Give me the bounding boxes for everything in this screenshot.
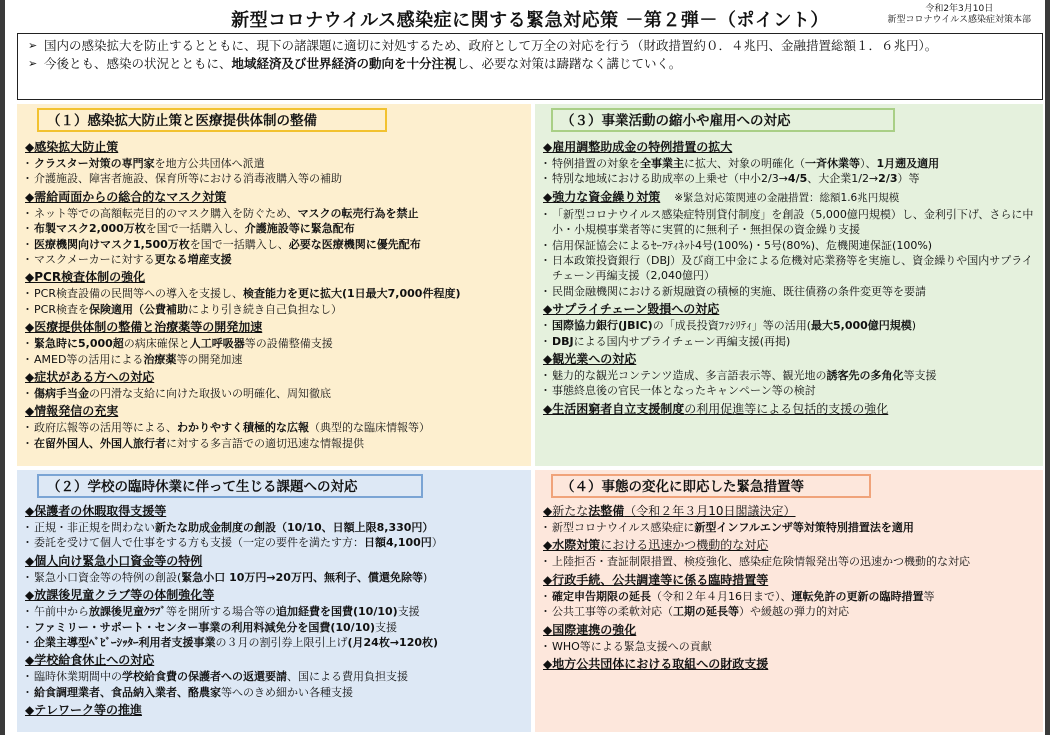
list-item <box>25 604 525 619</box>
section-heading-text: ◆PCR検査体制の強化 <box>25 270 146 285</box>
text: ）等 <box>897 172 920 186</box>
text: を地方公共団体へ派遣 <box>154 157 265 170</box>
section-note: ※緊急対応策関連の金融措置：総額1.6兆円規模 <box>674 191 900 204</box>
list-item: ・ 上陸拒否・査証制限措置、検疫強化、感染症危険情報発出等の迅速かつ機動的な対応 <box>543 554 1037 569</box>
text: に対する多言語での適切迅速な情報提供 <box>166 436 364 450</box>
panel-body <box>25 137 525 451</box>
section-heading <box>25 702 525 719</box>
bold-text: DBJ <box>552 334 574 348</box>
bold-text: 全事業主 <box>640 157 684 170</box>
list-item <box>25 221 525 236</box>
section-heading <box>25 269 525 286</box>
text: 等支援 <box>903 369 937 383</box>
section-heading <box>543 622 1037 639</box>
section-heading <box>543 301 1037 318</box>
section-heading-prefix: ◆新たな <box>543 504 589 518</box>
text: （令和２年４月16日まで）、 <box>651 589 792 603</box>
text: 委託を受けて個人で仕事をする方も支援（一定の要件を満たす方： <box>34 536 364 550</box>
section-heading-text: ◆放課後児童クラブ等の体制強化等 <box>25 588 215 603</box>
bold-text: 確定申告期限の延長 <box>552 589 651 603</box>
summary-line-2-pre: 今後とも、感染の状況とともに、 <box>44 56 232 71</box>
summary-line-2 <box>28 55 1032 73</box>
section-heading-text: ◆需給両面からの総合的なマスク対策 <box>25 189 227 204</box>
text: 午前中から <box>34 605 89 619</box>
section-heading-text: ◆学校給食休止への対応 <box>25 653 155 668</box>
bold-text: 工期の延長等 <box>673 605 739 619</box>
panel-body <box>543 501 1037 673</box>
bold-text: 傷病手当金 <box>34 387 89 401</box>
section-heading-text: ◆テレワーク等の推進 <box>25 703 142 718</box>
text: の「成長投資ﾌｧｼﾘﾃｨ」等の活用( <box>652 319 811 333</box>
list-item <box>25 685 525 700</box>
list-item <box>25 302 525 317</box>
section-heading-text: ◆行政手続、公共調達等に係る臨時措置等 <box>543 572 769 587</box>
section-heading-text: 法整備 <box>588 504 625 518</box>
text: により引き続き自己負担なし） <box>187 302 342 316</box>
section-heading <box>543 351 1037 368</box>
list-item <box>543 368 1037 383</box>
bold-text: わかりやすく積極的な広報 <box>177 421 309 435</box>
section-heading <box>25 369 525 386</box>
text: 等 <box>923 589 935 603</box>
list-item <box>543 604 1037 619</box>
list-item <box>25 570 525 585</box>
text: ) <box>422 570 428 584</box>
bold-text: 人工呼吸器 <box>189 337 245 351</box>
text: 支援 <box>397 605 420 619</box>
section-heading <box>25 587 525 604</box>
text: 特例措置の対象を <box>552 157 640 170</box>
panel-business-employment <box>535 104 1043 466</box>
section-heading <box>25 319 525 336</box>
text: 支援 <box>375 620 398 634</box>
list-item <box>25 336 525 351</box>
bold-text: 1月遡及適用 <box>876 157 940 170</box>
panel-title: （３）事業活動の縮小や雇用への対応 <box>551 108 895 132</box>
bold-text: 必要な医療機関に優先配布 <box>288 237 421 251</box>
section-heading <box>25 503 525 520</box>
section-heading-text: ◆水際対策 <box>543 538 601 553</box>
section-heading <box>543 189 1037 207</box>
section-heading-text: ◆症状がある方への対応 <box>25 370 155 385</box>
bold-text: 一斉休業等 <box>805 157 860 170</box>
text: ）、 <box>860 157 877 170</box>
bold-text: 2/3 <box>878 172 898 186</box>
text: PCR検査設備の民間等への導入を支援し、 <box>34 287 243 301</box>
bold-text: 4/5 <box>787 172 808 186</box>
bold-text: (月24枚→120枚) <box>347 636 439 650</box>
text: ）や緩越の弾力的対応 <box>739 605 849 619</box>
section-heading <box>25 139 525 156</box>
list-item <box>543 171 1037 186</box>
section-heading-text: ◆感染拡大防止策 <box>25 140 119 154</box>
date-block <box>888 4 1031 26</box>
section-heading <box>543 139 1037 156</box>
list-item: ・ 介護施設、障害者施設、保育所等における消毒液購入等の補助 <box>25 171 525 186</box>
section-heading-text: ◆保護者の休暇取得支援等 <box>25 504 167 518</box>
list-item <box>25 386 525 401</box>
summary-line-2-bold: 地域経済及び世界経済の動向を十分注視 <box>231 56 457 71</box>
text: 公共工事等の柔軟対応（ <box>552 605 673 619</box>
text: ネット等での高額転売目的のマスク購入を防ぐため、 <box>34 206 298 220</box>
bold-text: 最大5,000億円規模 <box>811 319 912 333</box>
section-heading <box>543 401 1037 418</box>
section-heading <box>25 553 525 570</box>
text: を国で一括購入し、 <box>189 237 289 251</box>
bold-text: クラスター対策の専門家 <box>34 157 155 170</box>
bold-text: 治療薬 <box>143 352 177 366</box>
panel-infection-prevention <box>17 104 531 466</box>
section-heading-text: ◆生活困窮者自立支援制度 <box>543 401 685 416</box>
text: の円滑な支給に向けた取扱いの明確化、周知徹底 <box>89 387 331 401</box>
bold-text: （公費補助 <box>132 302 188 316</box>
section-heading <box>25 189 525 206</box>
panel-title: （４）事態の変化に即応した緊急措置等 <box>551 474 871 498</box>
bold-text: 緊急小口 10万円→20万円、無利子、償還免除等 <box>181 570 423 584</box>
text: の病床確保と <box>123 337 190 351</box>
bold-text: 医療機関向けマスク1,500万枚 <box>34 237 190 251</box>
bold-text: マスクの転売行為を禁止 <box>297 206 419 220</box>
bold-text: 運転免許の更新の臨時措置 <box>791 589 924 603</box>
section-heading-text: ◆個人向け緊急小口資金等の特例 <box>25 553 203 568</box>
list-item <box>25 237 525 252</box>
panel-body <box>25 501 525 719</box>
text: による国内サプライチェーン再編支援(再掲) <box>573 334 791 348</box>
text: 等の開発加速 <box>176 352 243 366</box>
bold-text: 給食調理業者、食品納入業者、酪農家 <box>34 685 221 699</box>
bold-text: 在留外国人、外国人旅行者 <box>34 436 166 450</box>
list-item <box>25 252 525 267</box>
text: AMED等の活用による <box>34 352 144 366</box>
list-item <box>25 352 525 367</box>
section-heading <box>543 656 1037 673</box>
list-item <box>543 520 1037 535</box>
section-heading-suffix: （令和２年３月10日閣議決定） <box>624 504 796 518</box>
summary-line-2-post: し、必要な対策は躊躇なく講じていく。 <box>456 56 682 71</box>
bold-text: 放課後児童ｸﾗﾌﾞ <box>89 605 166 619</box>
section-heading-text: ◆強力な資金繰り対策 <box>543 189 661 204</box>
list-item: ・ 信用保証協会によるｾｰﾌﾃｨﾈｯﾄ4号(100%)・5号(80%)、危機関連保証(100%) <box>543 238 1037 253</box>
bold-text: 検査能力を更に拡大(1日最大7,000件程度) <box>242 287 461 301</box>
list-item <box>543 318 1037 333</box>
text: ) <box>911 319 917 333</box>
text: 等の設備整備支援 <box>244 337 333 351</box>
list-item: ・ 民間金融機関における新規融資の積極的実施、既往債務の条件変更等を要請 <box>543 284 1037 299</box>
list-item <box>25 535 525 550</box>
section-heading <box>25 403 525 420</box>
bold-text: 更なる増産支援 <box>154 253 232 267</box>
list-item <box>25 420 525 435</box>
text: ） <box>431 536 443 550</box>
list-item: ・ 事態終息後の官民一体となったキャンペーン等の検討 <box>543 383 1037 398</box>
text: 新型コロナウイルス感染症に <box>552 521 695 534</box>
text: 政府広報等の活用等による、 <box>34 421 177 435</box>
text: （典型的な臨床情報等） <box>309 421 430 435</box>
list-item <box>25 206 525 221</box>
section-heading <box>543 572 1037 589</box>
text: の３月の割引券上限引上げ <box>215 636 348 650</box>
list-item <box>543 156 1037 171</box>
bold-text: 新型インフルエンザ等対策特別措置法を適用 <box>694 521 914 534</box>
bold-text: 保険適用 <box>88 302 133 316</box>
text: に拡大、対象の明確化（ <box>684 157 805 170</box>
bold-text: 学校給食費の保護者への返還要請 <box>122 670 287 684</box>
bold-text: 誘客先の多角化 <box>826 369 904 383</box>
text: 、大企業1/2→ <box>807 172 879 186</box>
section-heading-suffix: の利用促進等による包括的支援の強化 <box>684 401 889 416</box>
list-item: ・ 「新型コロナウイルス感染症特別貸付制度」を創設（5,000億円規模）し、金利引下げ、さらに中小・小規模事業者等に実質的に無利子・無担保の資金繰り支援 <box>543 207 1037 238</box>
text: マスクメーカーに対する <box>34 253 155 267</box>
list-item <box>25 669 525 684</box>
section-heading-text: ◆雇用調整助成金の特例措置の拡大 <box>543 140 733 154</box>
bold-text: 新たな助成金制度の創設（10/10、日額上限8,330円） <box>155 521 434 534</box>
text: 特別な地域における助成率の上乗せ（中小2/3→ <box>552 172 788 186</box>
text: 臨時休業期間中の <box>34 670 122 684</box>
list-item <box>543 334 1037 349</box>
panel-title: （１）感染拡大防止策と医療提供体制の整備 <box>37 108 387 132</box>
text: PCR検査を <box>34 302 89 316</box>
bold-text: 緊急時に5,000超 <box>34 337 124 351</box>
text: 等へのきめ細かい各種支援 <box>221 685 353 699</box>
list-item: ・ 日本政策投資銀行（DBJ）及び商工中金による危機対応業務等を実施し、資金繰りや国内サプライチェーン再編支援（2,040億円） <box>543 253 1037 284</box>
list-item <box>25 436 525 451</box>
list-item <box>25 635 525 650</box>
section-heading-text: ◆国際連携の強化 <box>543 622 637 637</box>
panel-body <box>543 137 1037 418</box>
section-heading-text: ◆情報発信の充実 <box>25 404 119 419</box>
bold-text: 布製マスク2,000万枚 <box>34 222 146 236</box>
bold-text: 追加経費を国費(10/10) <box>276 605 398 619</box>
summary-line-1: ➢ 国内の感染拡大を防止するとともに、現下の諸課題に適切に対処するため、政府として万全の対応を行う（財政措置約０．４兆円、金融措置総額１．６兆円）。 <box>28 37 1032 55</box>
bold-text: 日額4,100円 <box>364 536 432 550</box>
summary-box <box>17 33 1043 100</box>
list-item <box>543 589 1037 604</box>
text: 、国による費用負担支援 <box>287 670 408 684</box>
bold-text: 企業主導型ﾍﾞﾋﾞｰｼｯﾀｰ利用者支援事業 <box>34 636 216 650</box>
panel-title: （２）学校の臨時休業に伴って生じる課題への対応 <box>37 474 423 498</box>
text: 魅力的な観光コンテンツ造成、多言語表示等、観光地の <box>552 369 827 383</box>
panel-school-closure <box>17 470 531 732</box>
section-heading <box>543 503 1037 520</box>
section-heading <box>543 537 1037 554</box>
text: 等を開所する場合等の <box>166 605 276 619</box>
org-text: 新型コロナウイルス感染症対策本部 <box>887 15 1031 25</box>
list-item <box>25 286 525 301</box>
section-heading-suffix: における迅速かつ機動的な対応 <box>600 538 769 553</box>
date-text: 令和2年3月10日 <box>925 4 994 14</box>
bold-text: 国際協力銀行(JBIC) <box>552 319 653 333</box>
text: 正規・非正規を問わない <box>34 521 155 534</box>
list-item <box>25 620 525 635</box>
section-heading <box>25 652 525 669</box>
section-heading-text: ◆医療提供体制の整備と治療薬等の開発加速 <box>25 320 263 335</box>
list-item <box>25 520 525 535</box>
page-title: 新型コロナウイルス感染症に関する緊急対応策 －第２弾－（ポイント） <box>231 10 829 31</box>
text: 緊急小口資金等の特例の創設( <box>34 570 182 584</box>
text: を国で一括購入し、 <box>145 222 245 236</box>
bold-text: 介護施設等に緊急配布 <box>244 222 355 236</box>
panel-emergency-measures <box>535 470 1043 732</box>
section-heading-text: ◆サプライチェーン毀損への対応 <box>543 302 720 317</box>
section-heading-text: ◆観光業への対応 <box>543 352 637 367</box>
section-heading-text: ◆地方公共団体における取組への財政支援 <box>543 657 769 672</box>
bold-text: ファミリー・サポート・センター事業の利用料減免分を国費(10/10) <box>34 620 376 634</box>
list-item: ・ WHO等による緊急支援への貢献 <box>543 639 1037 654</box>
list-item <box>25 156 525 171</box>
